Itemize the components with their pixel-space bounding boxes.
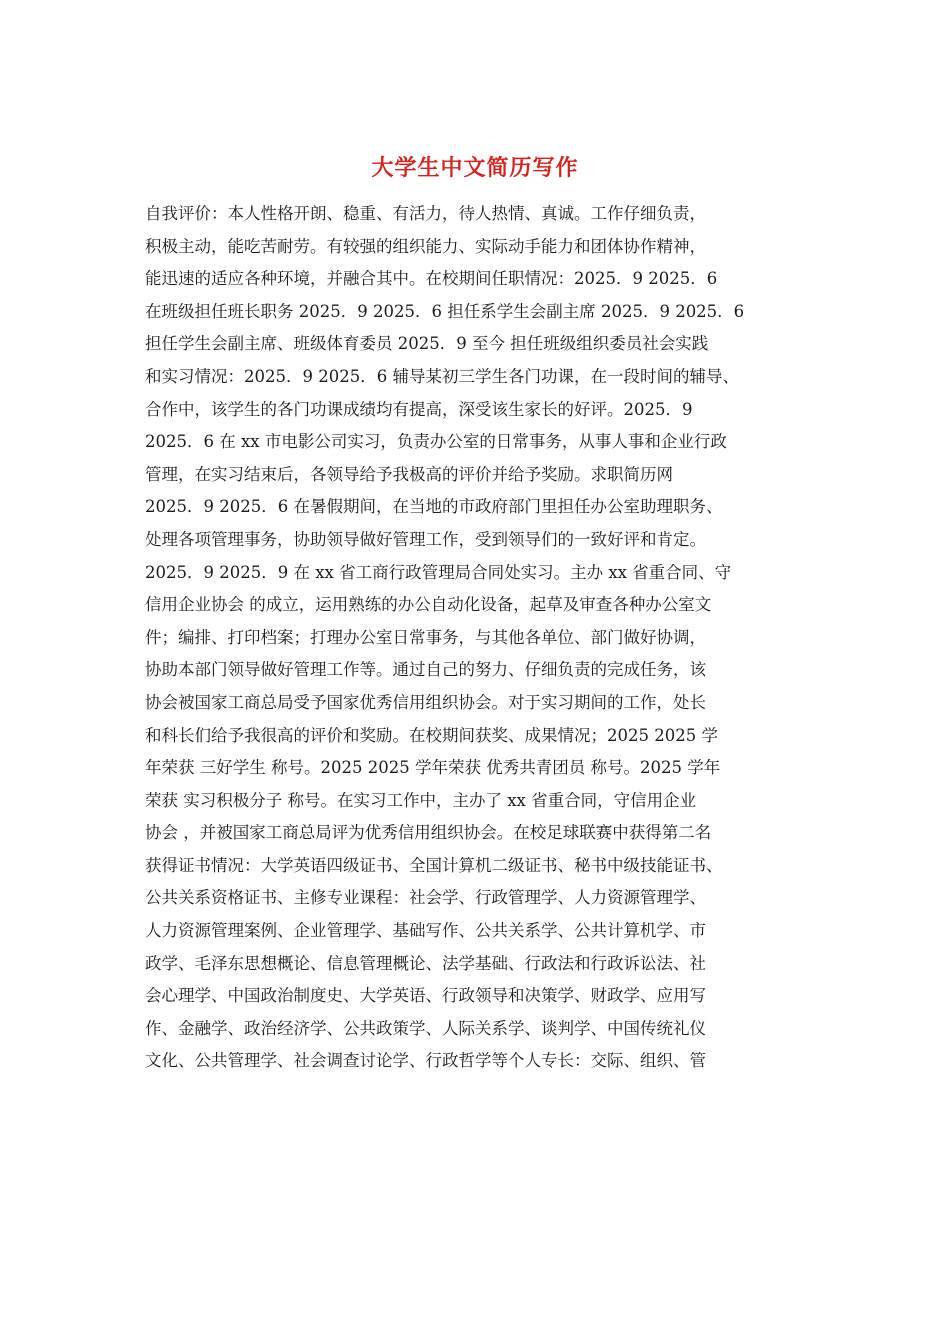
body-line: 信用企业协会 的成立，运用熟练的办公自动化设备，起草及审查各种办公室文	[145, 595, 712, 615]
body-line: 和实习情况：2025．9 2025．6 辅导某初三学生各门功课，在一段时间的辅导、	[145, 366, 739, 386]
body-line: 公共关系资格证书、主修专业课程：社会学、行政管理学、人力资源管理学、	[145, 888, 706, 908]
body-line: 自我评价：本人性格开朗、稳重、有活力，待人热情、真诚。工作仔细负责，	[145, 204, 706, 223]
body-line: 作、金融学、政治经济学、公共政策学、人际关系学、谈判学、中国传统礼仪	[145, 1018, 706, 1038]
body-line: 2025．6 在 xx 市电影公司实习，负责办公室的日常事务，从事人事和企业行政	[145, 432, 727, 452]
body-line: 在班级担任班长职务 2025．9 2025．6 担任系学生会副主席 2025．9 2025．6	[145, 301, 745, 321]
body-line: 件；编排、打印档案；打理办公室日常事务，与其他各单位、部门做好协调，	[145, 627, 706, 647]
body-line: 协会被国家工商总局受予国家优秀信用组织协会。对于实习期间的工作，处长	[145, 692, 706, 712]
body-line: 合作中，该学生的各门功课成绩均有提高，深受该生家长的好评。2025．9	[145, 399, 693, 419]
body-line: 文化、公共管理学、社会调查讨论学、行政哲学等个人专长：交际、组织、管	[145, 1051, 706, 1071]
body-line: 担任学生会副主席、班级体育委员 2025．9 至今 担任班级组织委员社会实践	[145, 334, 709, 354]
body-line: 协会 ，并被国家工商总局评为优秀信用组织协会。在校足球联赛中获得第二名	[145, 823, 712, 843]
document-title: 大学生中文简历写作	[371, 155, 579, 181]
body-line: 人力资源管理案例、企业管理学、基础写作、公共关系学、公共计算机学、市	[145, 921, 706, 941]
body-line: 协助本部门领导做好管理工作等。通过自己的努力、仔细负责的完成任务，该	[145, 660, 706, 680]
body-line: 和科长们给予我很高的评价和奖励。在校期间获奖、成果情况；2025 2025 学	[145, 725, 718, 745]
body-line: 获得证书情况：大学英语四级证书、全国计算机二级证书、秘书中级技能证书、	[145, 855, 723, 875]
body-line: 管理，在实习结束后，各领导给予我极高的评价并给予奖励。求职简历网	[145, 464, 673, 484]
body-line: 年荣获 三好学生 称号。2025 2025 学年荣获 优秀共青团员 称号。2025 学年	[145, 758, 721, 778]
document-body	[145, 198, 825, 1078]
body-line: 2025．9 2025．9 在 xx 省工商行政管理局合同处实习。主办 xx 省重合同、守	[145, 562, 732, 582]
body-line: 2025．9 2025．6 在暑假期间，在当地的市政府部门里担任办公室助理职务、	[145, 497, 723, 517]
body-line: 处理各项管理事务，协助领导做好管理工作，受到领导们的一致好评和肯定。	[145, 529, 706, 549]
body-line: 积极主动，能吃苦耐劳。有较强的组织能力、实际动手能力和团体协作精神，	[145, 236, 706, 256]
body-line: 政学、毛泽东思想概论、信息管理概论、法学基础、行政法和行政诉讼法、社	[145, 953, 706, 973]
body-line: 会心理学、中国政治制度史、大学英语、行政领导和决策学、财政学、应用写	[145, 986, 706, 1006]
body-line: 能迅速的适应各种环境，并融合其中。在校期间任职情况：2025．9 2025．6	[145, 269, 718, 289]
body-line: 荣获 实习积极分子 称号。在实习工作中，主办了 xx 省重合同，守信用企业	[145, 790, 697, 810]
